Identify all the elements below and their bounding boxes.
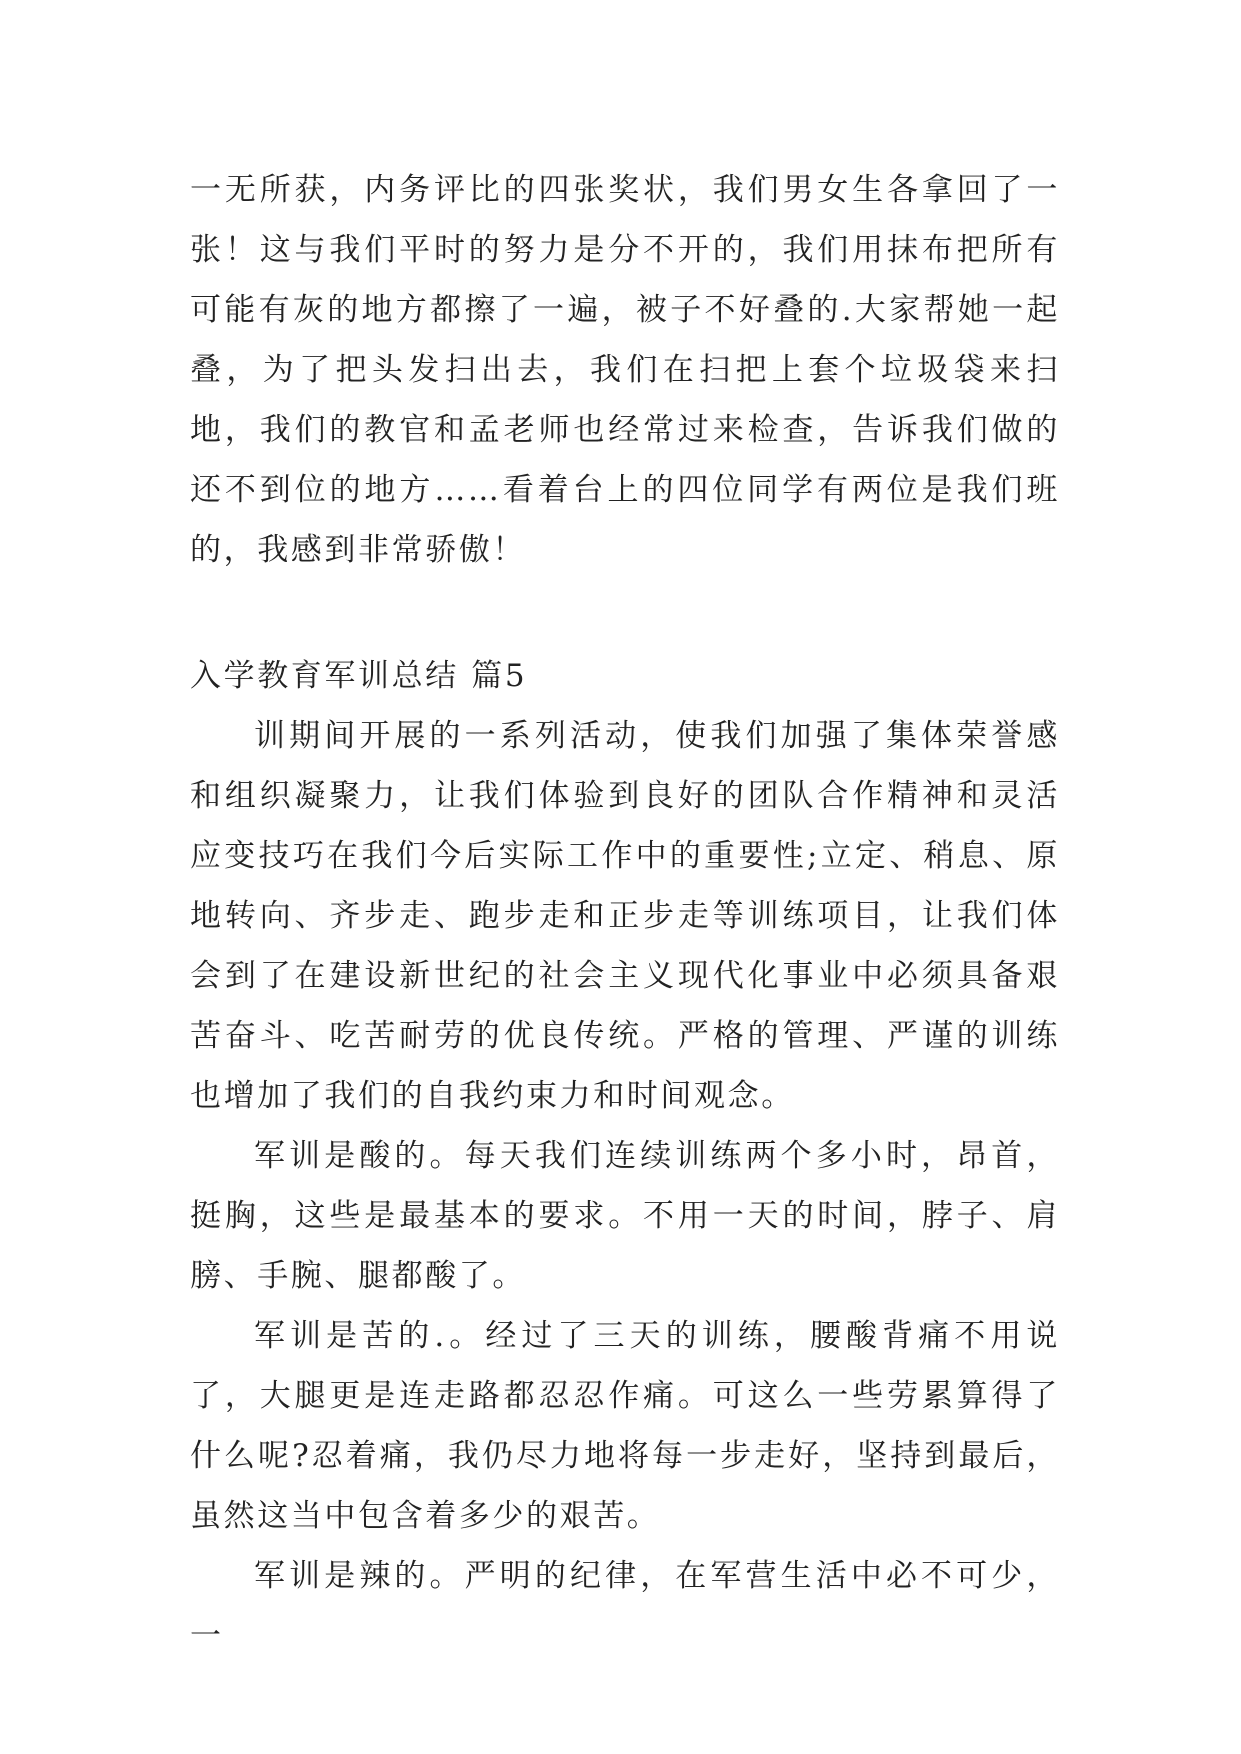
intro-paragraph: 一无所获，内务评比的四张奖状，我们男女生各拿回了一张！这与我们平时的努力是分不开的，我们用抹布把所有可能有灰的地方都擦了一遍，被子不好叠的.大家帮她一起叠，为了把头发扫出去，我们在扫把上套个垃圾袋来扫地，我们的教官和孟老师也经常过来检查，告诉我们做的还不到位的地方……看着台上的四位同学有两位是我们班的，我感到非常骄傲！ [190,172,1060,568]
document-page [190,160,1060,1666]
section-title: 入学教育军训总结 篇5 [190,658,528,694]
body-paragraph: 训期间开展的一系列活动，使我们加强了集体荣誉感和组织凝聚力，让我们体验到良好的团队合作精神和灵活应变技巧在我们今后实际工作中的重要性;立定、稍息、原地转向、齐步走、跑步走和正步走等训练项目，让我们体会到了在建设新世纪的社会主义现代化事业中必须具备艰苦奋斗、吃苦耐劳的优良传统。严格的管理、严谨的训练也增加了我们的自我约束力和时间观念。 [190,718,1060,1114]
body-paragraph: 军训是酸的。每天我们连续训练两个多小时，昂首，挺胸，这些是最基本的要求。不用一天的时间，脖子、肩膀、手腕、腿都酸了。 [190,1138,1060,1294]
body-paragraph: 军训是苦的.。经过了三天的训练，腰酸背痛不用说了，大腿更是连走路都忍忍作痛。可这么一些劳累算得了什么呢?忍着痛，我仍尽力地将每一步走好，坚持到最后，虽然这当中包含着多少的艰苦。 [190,1318,1060,1534]
body-paragraph: 军训是辣的。严明的纪律，在军营生活中必不可少，一 [190,1558,1060,1654]
